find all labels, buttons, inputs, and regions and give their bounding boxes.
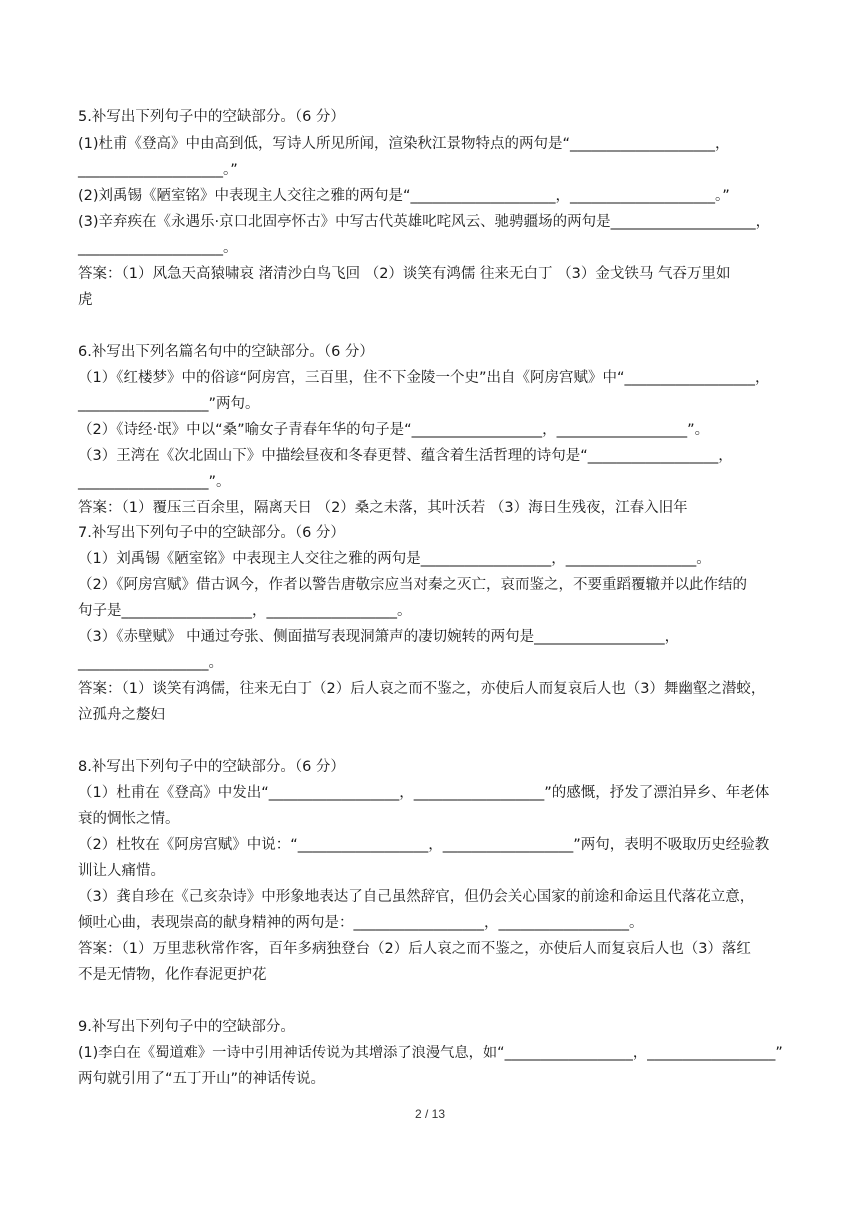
question-8-item-1: （1）杜甫在《登高》中发出“__________________，__________________”的感慨，抒发了漂泊异乡、年老体	[78, 785, 770, 801]
question-6-item-2: （2）《诗经·氓》中以“桑”喻女子青春年华的句子是“__________________，__________________”。	[78, 422, 710, 438]
question-9-heading: 9.补写出下列句子中的空缺部分。	[78, 1019, 295, 1035]
question-6-answer: 答案：（1）覆压三百余里，隔离天日 （2）桑之未落，其叶沃若 （3）海日生残夜，江春入旧年	[78, 500, 688, 516]
question-7-heading: 7.补写出下列句子中的空缺部分。（6 分）	[78, 525, 345, 541]
question-6-item-1-cont: __________________”两句。	[78, 396, 260, 412]
question-7-answer: 答案：（1）谈笑有鸿儒，往来无白丁（2）后人哀之而不鉴之，亦使后人而复哀后人也（3）舞幽壑之潜蛟，	[78, 681, 766, 697]
question-5-answer: 答案：（1）风急天高猿啸哀 渚清沙白鸟飞回 （2）谈笑有鸿儒 往来无白丁 （3）金戈铁马 气吞万里如	[78, 266, 731, 282]
question-7-item-3: （3）《赤壁赋》 中通过夸张、侧面描写表现洞箫声的凄切婉转的两句是__________________，	[78, 629, 680, 645]
question-7-item-2: （2）《阿房宫赋》借古讽今，作者以警告唐敬宗应当对秦之灭亡，哀而鉴之，不要重蹈覆辙并以此作结的	[78, 577, 747, 593]
question-5-item-1-cont: ____________________。”	[78, 162, 238, 178]
question-5-heading: 5.补写出下列句子中的空缺部分。（6 分）	[78, 109, 345, 125]
question-5-item-3: (3)辛弃疾在《永遇乐·京口北固亭怀古》中写古代英雄叱咤风云、驰骋疆场的两句是____________________，	[78, 214, 771, 230]
question-8-heading: 8.补写出下列句子中的空缺部分。（6 分）	[78, 759, 345, 775]
question-6-item-3: （3）王湾在《次北固山下》中描绘昼夜和冬春更替、蕴含着生活哲理的诗句是“__________________，	[78, 448, 733, 464]
question-5-item-2: (2)刘禹锡《陋室铭》中表现主人交往之雅的两句是“____________________，____________________。”	[78, 188, 730, 204]
question-9-item-1-cont: 两句就引用了“五丁开山”的神话传说。	[78, 1071, 326, 1087]
page-number: 2 / 13	[414, 1107, 446, 1121]
question-9-item-1: (1)李白在《蜀道难》一诗中引用神话传说为其增添了浪漫气息，如“__________________，__________________”	[78, 1045, 783, 1061]
question-6-item-3-cont: __________________”。	[78, 474, 231, 490]
question-8-answer: 答案：（1）万里悲秋常作客，百年多病独登台（2）后人哀之而不鉴之，亦使后人而复哀后人也（3）落红	[78, 941, 751, 957]
question-8-item-3-cont: 倾吐心曲，表现崇高的献身精神的两句是：__________________，__________________。	[78, 915, 644, 931]
question-7-item-3-cont: __________________。	[78, 655, 223, 671]
question-8-item-2: （2）杜牧在《阿房宫赋》中说：“__________________，__________________”两句，表明不吸取历史经验教	[78, 837, 770, 853]
question-5-item-1: (1)杜甫《登高》中由高到低，写诗人所见所闻，渲染秋江景物特点的两句是“____________________，	[78, 136, 730, 152]
question-8-answer-cont: 不是无情物，化作春泥更护花	[78, 967, 267, 983]
question-5-item-3-cont: ____________________。	[78, 240, 238, 256]
question-8-item-3: （3）龚自珍在《己亥杂诗》中形象地表达了自己虽然辞官，但仍会关心国家的前途和命运且代落花立意，	[78, 889, 755, 905]
question-6-item-1: （1）《红楼梦》中的俗谚“阿房宫，三百里，住不下金陵一个史”出自《阿房宫赋》中“__________________，	[78, 370, 770, 386]
question-7-item-2-cont: 句子是__________________，__________________。	[78, 603, 412, 619]
question-6-heading: 6.补写出下列名篇名句中的空缺部分。（6 分）	[78, 344, 374, 360]
question-8-item-2-cont: 训让人痛惜。	[78, 863, 165, 879]
question-7-item-1: （1）刘禹锡《陋室铭》中表现主人交往之雅的两句是__________________，__________________。	[78, 551, 711, 567]
question-7-answer-cont: 泣孤舟之嫠妇	[78, 707, 165, 723]
question-8-item-1-cont: 衰的惆怅之情。	[78, 811, 180, 827]
question-5-answer-cont: 虎	[78, 292, 93, 308]
